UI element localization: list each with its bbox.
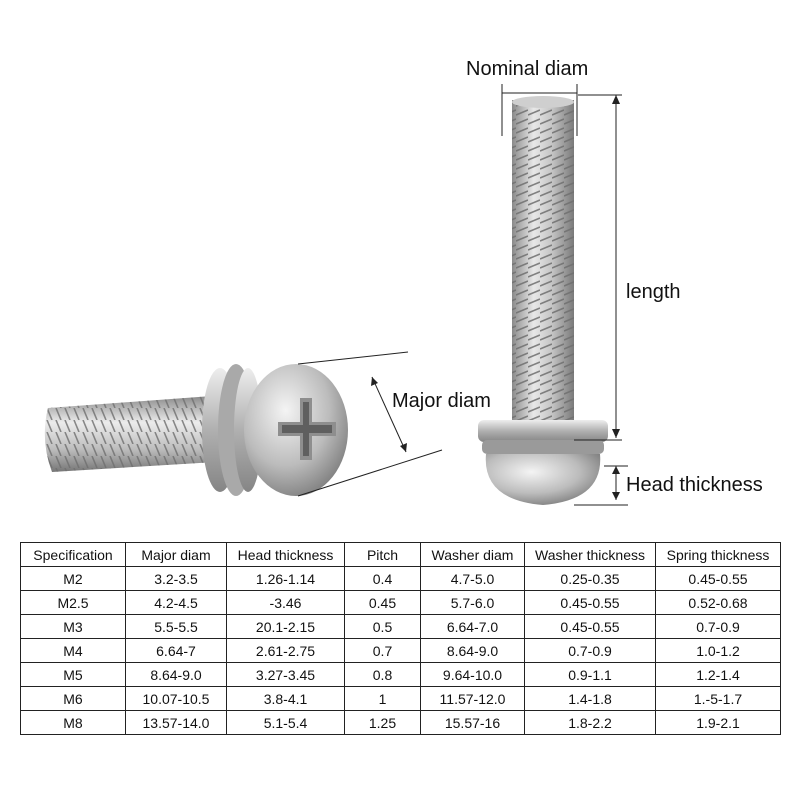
table-cell: 4.2-4.5 [126,591,227,615]
vertical-screw-image [478,96,608,505]
table-cell: 1.-5-1.7 [656,687,781,711]
table-cell: M2.5 [21,591,126,615]
nominal-diam-label: Nominal diam [466,58,589,80]
table-cell: 0.7 [345,639,421,663]
header-spring-thickness: Spring thickness [656,543,781,567]
table-cell: 1.26-1.14 [227,567,345,591]
table-cell: 1.25 [345,711,421,735]
header-head-thickness: Head thickness [227,543,345,567]
table-cell: M2 [21,567,126,591]
table-cell: 6.64-7 [126,639,227,663]
table-cell: 0.25-0.35 [525,567,656,591]
table-cell: 0.9-1.1 [525,663,656,687]
table-row [21,567,781,591]
horizontal-screw-image [45,364,348,496]
table-cell: 2.61-2.75 [227,639,345,663]
table-cell: 0.7-0.9 [656,615,781,639]
table-cell: 0.8 [345,663,421,687]
table-cell: 1.9-2.1 [656,711,781,735]
table-cell: 20.1-2.15 [227,615,345,639]
table-cell: 1.4-1.8 [525,687,656,711]
table-cell: 8.64-9.0 [421,639,525,663]
header-washer-diam: Washer diam [421,543,525,567]
table-cell: 1.0-1.2 [656,639,781,663]
header-specification: Specification [21,543,126,567]
table-cell: 5.7-6.0 [421,591,525,615]
length-label: length [626,281,681,303]
table-cell: 0.45-0.55 [525,615,656,639]
table-cell: 3.8-4.1 [227,687,345,711]
table-cell: -3.46 [227,591,345,615]
table-cell: 0.45 [345,591,421,615]
table-cell: 10.07-10.5 [126,687,227,711]
table-cell: 5.1-5.4 [227,711,345,735]
table-cell: 15.57-16 [421,711,525,735]
specification-table [20,542,781,735]
table-row [21,615,781,639]
table-cell: 3.2-3.5 [126,567,227,591]
table-cell: M5 [21,663,126,687]
table-cell: 0.7-0.9 [525,639,656,663]
table-cell: 6.64-7.0 [421,615,525,639]
header-washer-thickness: Washer thickness [525,543,656,567]
table-cell: 4.7-5.0 [421,567,525,591]
table-cell: M4 [21,639,126,663]
table-cell: 1.2-1.4 [656,663,781,687]
table-cell: 0.45-0.55 [656,567,781,591]
head-thickness-label: Head thickness [626,474,763,496]
table-cell: 3.27-3.45 [227,663,345,687]
table-cell: 0.52-0.68 [656,591,781,615]
table-cell: 8.64-9.0 [126,663,227,687]
table-cell: M8 [21,711,126,735]
table-cell: M3 [21,615,126,639]
major-diam-label: Major diam [392,390,491,412]
table-header-row [21,543,781,567]
header-major-diam: Major diam [126,543,227,567]
table-row [21,711,781,735]
table-row [21,639,781,663]
table-cell: 5.5-5.5 [126,615,227,639]
table-row [21,687,781,711]
table-cell: 0.45-0.55 [525,591,656,615]
table-cell: 0.4 [345,567,421,591]
table-row [21,591,781,615]
header-pitch: Pitch [345,543,421,567]
table-row [21,663,781,687]
table-cell: 13.57-14.0 [126,711,227,735]
table-cell: M6 [21,687,126,711]
table-cell: 0.5 [345,615,421,639]
table-cell: 9.64-10.0 [421,663,525,687]
table-cell: 11.57-12.0 [421,687,525,711]
table-cell: 1.8-2.2 [525,711,656,735]
table-cell: 1 [345,687,421,711]
